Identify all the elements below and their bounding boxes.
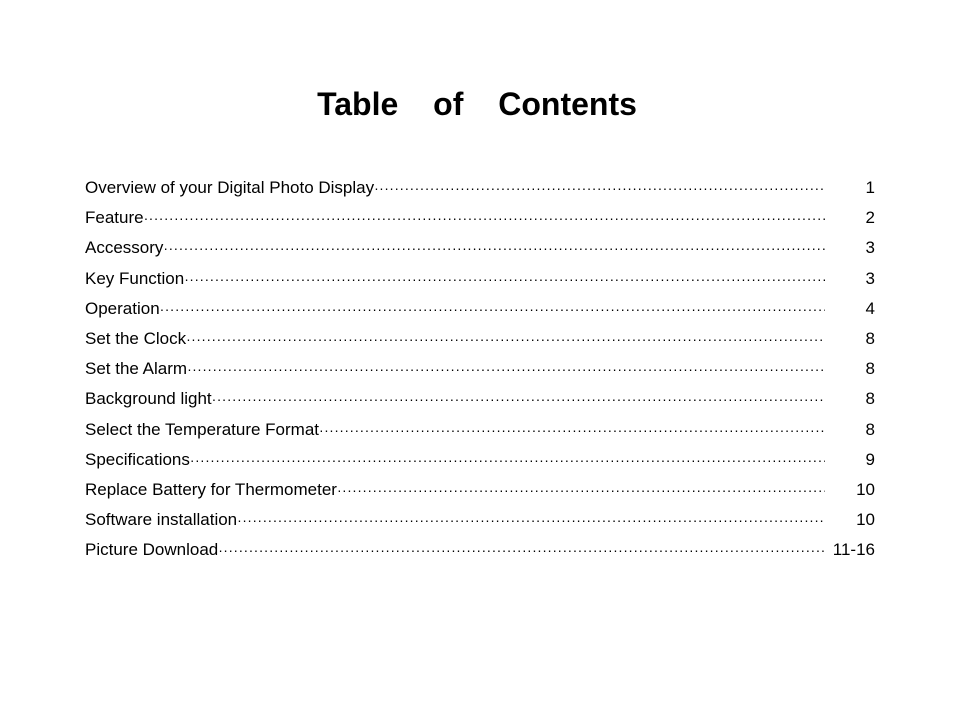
toc-entry-page: 2 [865, 208, 875, 228]
toc-entry-page: 8 [865, 328, 875, 348]
toc-entry [85, 203, 875, 233]
toc-entry-label: Set the Alarm [85, 359, 188, 379]
toc-entry [85, 505, 875, 535]
toc-entry-page: 9 [865, 449, 875, 469]
table-of-contents [85, 173, 875, 565]
toc-dot-leader [186, 324, 825, 354]
toc-entry [85, 445, 875, 475]
toc-dot-leader [163, 233, 825, 263]
toc-entry-page: 3 [865, 268, 875, 288]
toc-entry [85, 475, 875, 505]
toc-entry-page: 11-16 [832, 540, 875, 560]
toc-entry-label: Feature [85, 208, 144, 228]
toc-entry [85, 294, 875, 324]
toc-entry [85, 354, 875, 384]
toc-dot-leader [212, 384, 825, 414]
toc-entry-label: Operation [85, 298, 160, 318]
toc-entry-label: Background light [85, 389, 212, 409]
toc-entry-page: 8 [865, 419, 875, 439]
toc-entry-label: Accessory [85, 238, 164, 258]
toc-entry [85, 264, 875, 294]
toc-entry-page: 8 [865, 359, 875, 379]
toc-entry-label: Overview of your Digital Photo Display [85, 178, 375, 197]
toc-dot-leader [319, 415, 825, 445]
toc-entry [85, 233, 875, 263]
toc-entry-label: Picture Download [85, 540, 219, 560]
toc-dot-leader [237, 505, 825, 535]
toc-dot-leader [374, 173, 825, 203]
toc-entry-label: Key Function [85, 268, 185, 288]
toc-entry-page: 8 [865, 389, 875, 409]
toc-entry [85, 173, 875, 203]
toc-entry-page: 4 [865, 298, 875, 318]
toc-entry [85, 324, 875, 354]
toc-dot-leader [218, 535, 825, 565]
toc-dot-leader [190, 445, 825, 475]
toc-entry [85, 384, 875, 414]
toc-dot-leader [187, 354, 825, 384]
toc-dot-leader [144, 203, 825, 233]
page-title: Table of Contents [317, 86, 637, 122]
toc-entry-label: Replace Battery for Thermometer [85, 479, 337, 499]
toc-entry-label: Software installation [85, 510, 238, 530]
toc-dot-leader [337, 475, 825, 505]
toc-entry-label: Select the Temperature Format [85, 419, 320, 439]
toc-entry-page: 3 [865, 238, 875, 258]
toc-dot-leader [184, 264, 825, 294]
toc-entry-page: 1 [865, 178, 875, 197]
toc-dot-leader [160, 294, 825, 324]
toc-entry [85, 535, 875, 565]
toc-entry-page: 10 [856, 479, 875, 499]
toc-entry-label: Specifications [85, 449, 190, 469]
toc-entry-page: 10 [856, 510, 875, 530]
toc-entry-label: Set the Clock [85, 328, 187, 348]
toc-entry [85, 415, 875, 445]
